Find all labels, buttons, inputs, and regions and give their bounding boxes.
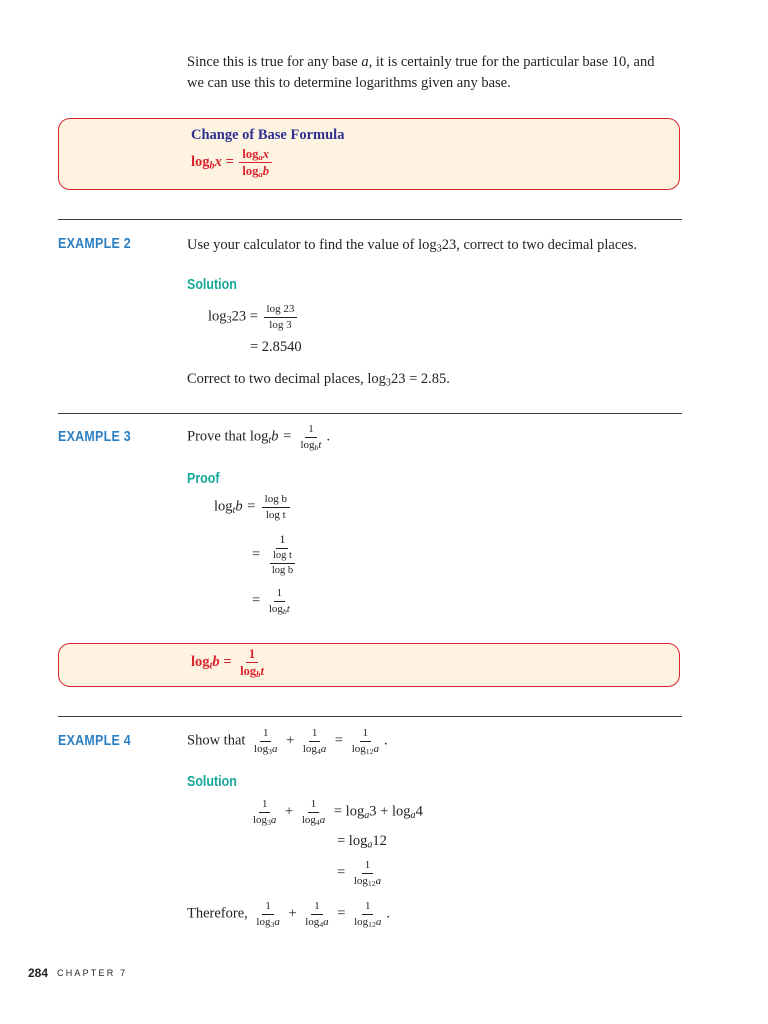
ex4-t2-var: a — [323, 915, 329, 928]
ex4-solution-line-2 — [337, 834, 387, 849]
example-4-divider — [58, 716, 682, 717]
ex4-t2-sub: 4 — [319, 919, 324, 929]
example-2-equation-1 — [208, 303, 299, 331]
ex4-p2-sub: 4 — [316, 746, 321, 756]
ex4-p-frac-1 — [251, 727, 280, 755]
formula-lhs-log: log — [191, 154, 210, 171]
proof-line-1 — [214, 493, 292, 521]
example-3-label: EXAMPLE 3 — [58, 429, 132, 445]
rhs1-b: 3 + log — [369, 803, 411, 820]
ex4-s3-log: log — [353, 874, 368, 887]
rhs1-c: 4 — [415, 803, 423, 820]
ex4-p-frac-3 — [349, 727, 382, 755]
ex4-p2-log: log — [302, 742, 317, 755]
ex4-s1-num: 1 — [259, 798, 271, 813]
ex4-s-frac-1 — [250, 798, 279, 826]
rhs2-b: 12 — [372, 833, 387, 849]
eq1-fraction — [264, 303, 298, 331]
ex4-p3-sub: 12 — [365, 746, 374, 756]
ex4-p2-var: a — [320, 742, 327, 755]
reciprocal-result-box — [58, 643, 680, 687]
ex4-p-equals: = — [334, 732, 344, 749]
result-den-sub: b — [256, 669, 261, 680]
ex3-prompt-den-var: t — [318, 438, 322, 451]
ex4-t-frac-3 — [351, 900, 384, 928]
l2-inner-den: log b — [271, 564, 294, 576]
ex4-s2-num: 1 — [308, 798, 320, 813]
eq1-lhs-b: 23 = — [231, 308, 258, 325]
l2-inner-fraction — [269, 550, 296, 577]
example-2-divider — [58, 219, 682, 220]
example-2-prompt-sub: 3 — [436, 243, 442, 255]
example-2-label: EXAMPLE 2 — [58, 236, 132, 252]
eq1-denominator: log 3 — [269, 318, 292, 331]
result-fraction — [237, 647, 267, 679]
ex4-s3-eq: = — [337, 864, 346, 881]
ex4-s2-var: a — [319, 813, 326, 826]
l1-fraction — [262, 493, 290, 521]
l1-sub: t — [232, 505, 236, 516]
l3-den: log — [268, 602, 283, 615]
conclusion-b: 23 = 2.85. — [390, 371, 450, 387]
formula-den-var: b — [262, 164, 269, 179]
eq1-lhs-a: log — [208, 308, 227, 325]
ex4-t1-num: 1 — [262, 900, 274, 915]
formula-lhs-sub: b — [209, 160, 215, 172]
rhs1-sub2: a — [410, 810, 416, 821]
ex3-prompt-sub: t — [268, 435, 272, 446]
l3-eq: = — [252, 592, 261, 609]
ex4-s2-sub: 4 — [315, 817, 320, 827]
intro-line-1: Since this is true for any base a, it is certainly true for the particular base 10, and — [187, 54, 655, 70]
ex4-t-equals: = — [337, 905, 346, 922]
ex4-therefore-line — [187, 900, 390, 928]
example-4-prompt — [187, 727, 388, 755]
l1-num: log b — [262, 493, 290, 508]
ex4-t-plus: + — [288, 905, 297, 922]
intro-line-2: we can use this to determine logarithms given any base. — [187, 75, 511, 91]
ex4-t1-log: log — [256, 915, 271, 928]
page-number: 284 — [28, 966, 49, 980]
change-of-base-box — [58, 118, 680, 190]
l1-den: log t — [265, 508, 286, 521]
example-2-conclusion — [187, 372, 450, 387]
result-a: log — [191, 654, 210, 671]
ex4-p-period: . — [383, 732, 388, 749]
ex3-prompt-b: b = — [271, 428, 292, 445]
example-3-prompt — [187, 423, 330, 451]
l2-num: 1 — [276, 533, 288, 549]
example-2-prompt — [187, 238, 637, 253]
result-den: log — [240, 664, 257, 679]
chapter-label: CHAPTER 7 — [57, 968, 128, 978]
conclusion-a: Correct to two decimal places, log — [187, 371, 386, 387]
l1-b: b = — [235, 498, 257, 515]
example-2-prompt-a: Use your calculator to find the value of log — [187, 237, 437, 253]
example-2-equation-2: = 2.8540 — [250, 339, 302, 355]
ex4-p1-var: a — [271, 742, 278, 755]
ex4-t1-sub: 3 — [270, 919, 275, 929]
ex4-p3-var: a — [373, 742, 379, 755]
l2-eq: = — [252, 546, 261, 563]
ex3-prompt-den: log — [300, 438, 315, 451]
l2-fraction — [266, 533, 299, 577]
result-b: b = — [212, 654, 232, 671]
l3-den-sub: b — [282, 606, 287, 616]
l3-num: 1 — [274, 587, 286, 602]
l3-den-var: t — [286, 602, 290, 615]
ex3-prompt-den-sub: b — [314, 442, 319, 452]
rhs1-sub1: a — [364, 810, 370, 821]
ex4-t1-var: a — [274, 915, 280, 928]
ex4-t3-log: log — [354, 915, 369, 928]
example-3-proof-label: Proof — [187, 471, 220, 487]
ex4-t2-log: log — [305, 915, 320, 928]
proof-line-2 — [252, 533, 301, 577]
proof-line-3 — [252, 587, 295, 615]
ex4-s-frac-2 — [299, 798, 328, 826]
result-num: 1 — [246, 647, 258, 663]
formula-num-sub: a — [258, 152, 263, 163]
ex4-t3-var: a — [375, 915, 382, 928]
l2-inner-num: log t — [270, 550, 295, 564]
ex4-p-frac-2 — [300, 727, 329, 755]
example-3-divider — [58, 413, 682, 414]
ex4-s3-var: a — [375, 874, 382, 887]
ex4-p1-log: log — [254, 742, 269, 755]
reciprocal-result-formula — [191, 647, 269, 679]
formula-den-log: log — [242, 164, 259, 179]
ex3-prompt-num: 1 — [305, 423, 317, 438]
ex4-s3-num: 1 — [362, 859, 374, 874]
conclusion-sub: 3 — [385, 377, 391, 389]
rhs2-sub: a — [367, 839, 373, 851]
example-4-solution-label: Solution — [187, 774, 237, 790]
ex4-p1-num: 1 — [260, 727, 272, 742]
ex4-s3-sub: 12 — [367, 878, 376, 888]
ex4-t3-num: 1 — [362, 900, 374, 915]
ex4-s-frac-3 — [351, 859, 384, 887]
rhs2-a: = log — [337, 833, 368, 849]
l3-fraction — [266, 587, 293, 615]
ex4-solution-line-1 — [248, 798, 423, 826]
ex3-prompt-period: . — [326, 428, 331, 445]
ex4-t2-num: 1 — [311, 900, 323, 915]
formula-num-var: x — [262, 147, 269, 161]
change-of-base-formula — [191, 147, 274, 179]
result-sub: t — [209, 660, 213, 672]
ex4-t3-sub: 12 — [368, 919, 376, 929]
ex4-t-period: . — [386, 905, 390, 922]
ex3-prompt-fraction — [297, 423, 324, 451]
example-4-label: EXAMPLE 4 — [58, 733, 132, 749]
ex4-t-frac-2 — [302, 900, 331, 928]
ex4-s-plus: + — [285, 803, 294, 820]
ex4-p3-log: log — [351, 742, 366, 755]
formula-den-sub: a — [258, 169, 263, 180]
ex3-prompt-a: Prove that log — [187, 428, 269, 445]
result-den-var: t — [260, 664, 264, 679]
ex4-t-frac-1 — [253, 900, 282, 928]
formula-num-log: log — [242, 147, 259, 161]
formula-fraction — [239, 147, 272, 179]
ex4-therefore: Therefore, — [187, 905, 248, 922]
ex4-p3-num: 1 — [360, 727, 372, 742]
ex4-s1-sub: 3 — [267, 817, 271, 827]
ex4-prompt-text: Show that — [187, 732, 246, 749]
ex4-solution-line-3 — [337, 859, 386, 887]
ex4-p2-num: 1 — [309, 727, 321, 742]
rhs1-a: = log — [333, 803, 365, 820]
ex4-p1-sub: 3 — [268, 746, 272, 756]
ex4-s2-log: log — [301, 813, 316, 826]
example-2-solution-label: Solution — [187, 277, 237, 293]
example-2-prompt-b: 23, correct to two decimal places. — [441, 237, 637, 253]
ex4-s1-log: log — [253, 813, 268, 826]
eq1-numerator: log 23 — [264, 303, 298, 318]
ex4-p-plus: + — [286, 732, 295, 749]
eq1-lhs-sub: 3 — [226, 315, 232, 326]
formula-lhs-var: x = — [214, 154, 234, 171]
l1-a: log — [214, 498, 233, 515]
formula-box-title: Change of Base Formula — [191, 127, 345, 143]
ex4-s1-var: a — [270, 813, 277, 826]
